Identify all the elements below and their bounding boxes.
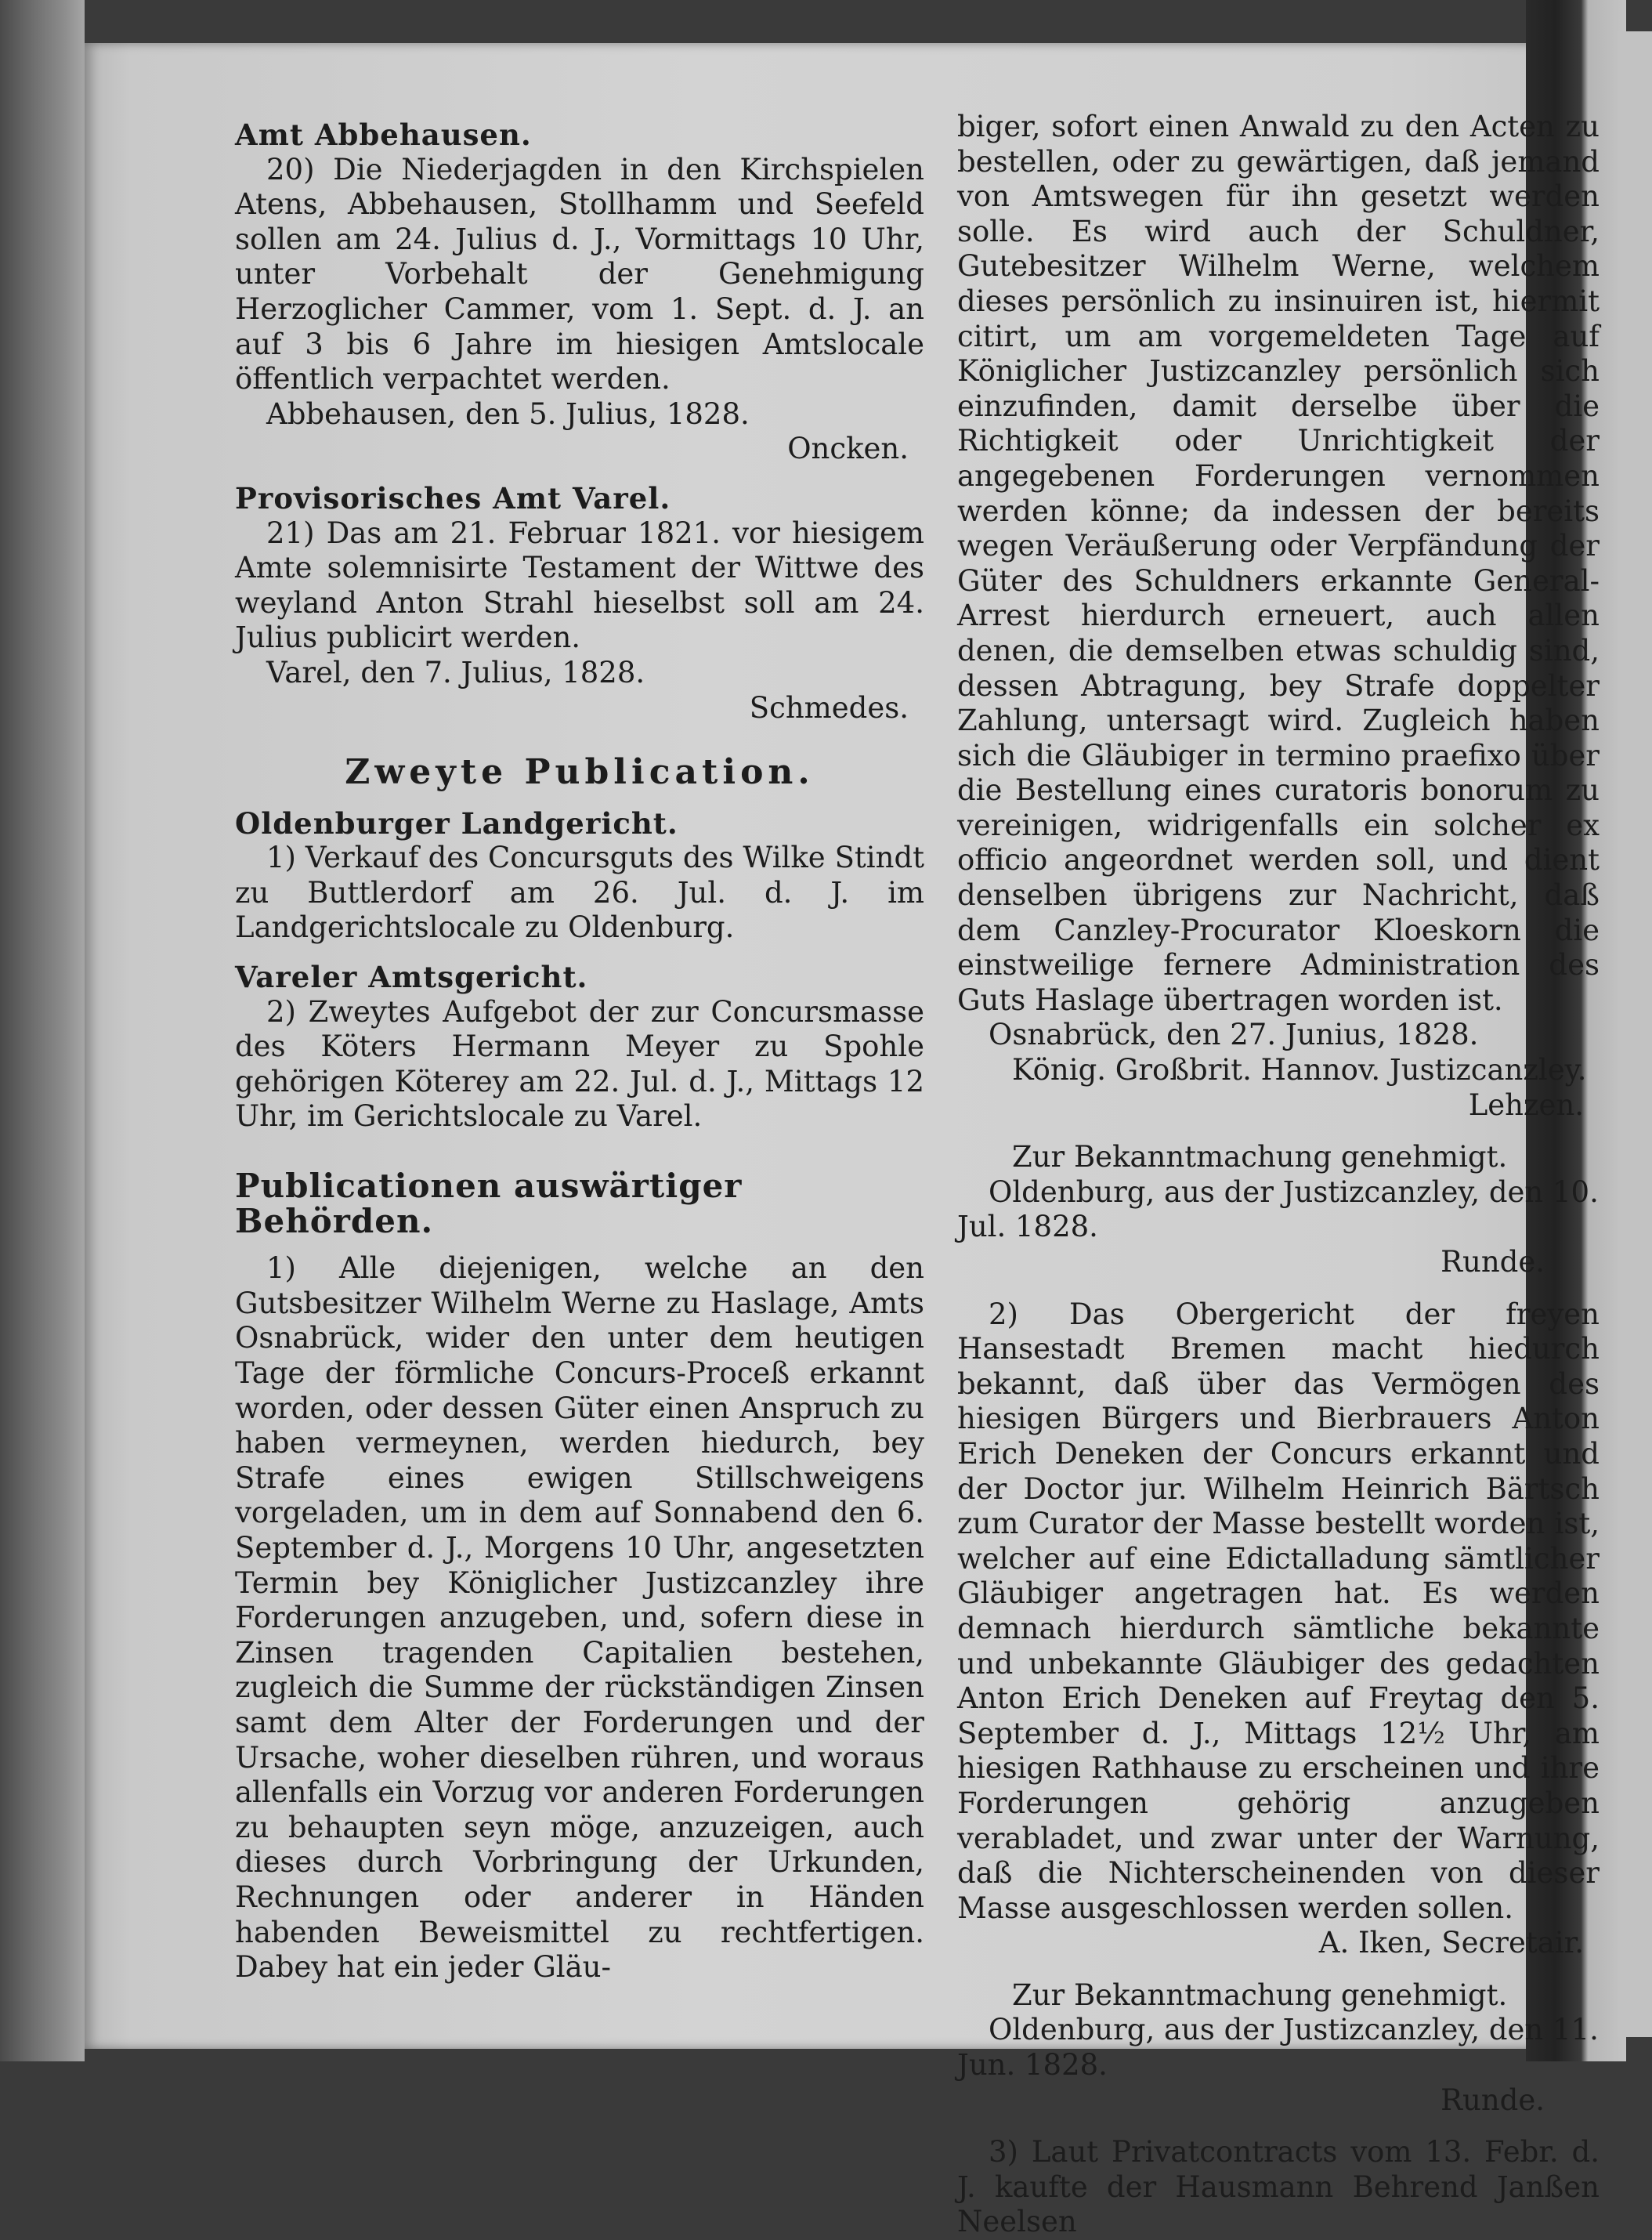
notice-21: 21) Das am 21. Februar 1821. vor hiesigem Amte solemnisirte Testament der Wittwe des weyland Anton Strahl hieselbst soll am 24. Julius publicirt werden. bbox=[235, 516, 924, 655]
signature-lehzen: Lehzen. bbox=[1468, 1087, 1584, 1122]
approval-1: Zur Bekanntmachung genehmigt. bbox=[1012, 1140, 1508, 1174]
signature-runde-1: Runde. bbox=[1441, 1245, 1545, 1279]
dateline-oldenburg-2: Oldenburg, aus der Justizcanzley, den 11. Jun. 1828. bbox=[957, 2013, 1599, 2083]
notice-auswaertig-1: 1) Alle diejenigen, welche an den Gutsbesitzer Wilhelm Werne zu Haslage, Amts Osnabrück, wider den unter dem heutigen Tage der förmliche Concurs-Proceß erkannt worden, oder dessen Güter einen Anspruch zu haben vermeynen, werden hiedurch, bey Strafe eines ewigen Stillschweigens vorgeladen, um in dem auf Sonnabend den 6. September d. J., Morgens 10 Uhr, angesetzten Termin bey Königlicher Justizcanzley ihre Forderungen anzugeben, und, sofern diese in Zinsen tragenden Capitalien bestehen, zugleich die Summe der rückständigen Zinsen samt dem Alter der Forderungen und der Ursache, woher dieselben rühren, und woraus allenfalls ein Vorzug vor anderen Forderungen zu behaupten seyn möge, anzuzeigen, auch dieses durch Vorbringung der Urkunden, Rechnungen oder anderer in Händen habenden Beweismittel zu rechtfertigen. Dabey hat ein jeder Gläu- bbox=[235, 1251, 924, 1985]
approval-2: Zur Bekanntmachung genehmigt. bbox=[1012, 1978, 1508, 2012]
signature-schmedes: Schmedes. bbox=[749, 690, 909, 725]
dateline-varel: Varel, den 7. Julius, 1828. bbox=[266, 655, 645, 689]
scan-left-edge bbox=[0, 0, 85, 2061]
adjacent-page-edge bbox=[1618, 31, 1652, 2037]
signature-runde-2: Runde. bbox=[1441, 2083, 1545, 2117]
heading-amt-varel: Provisorisches Amt Varel. bbox=[235, 480, 671, 516]
dateline-oldenburg-1: Oldenburg, aus der Justizcanzley, den 10. Jul. 1828. bbox=[957, 1174, 1599, 1244]
signature-oncken: Oncken. bbox=[787, 432, 909, 466]
heading-landgericht: Oldenburger Landgericht. bbox=[235, 805, 678, 841]
notice-bremen-2: 2) Das Obergericht der freyen Hansestadt Bremen macht hiedurch bekannt, daß über das Vermögen des hiesigen Bürgers und Bierbrauers Anton Erich Deneken der Concurs erkannt und der Doctor jur. Wilhelm Heinrich Bärtsch zum Curator der Masse bestellt worden ist, welcher auf eine Edictalladung sämtlicher Gläubiger angetragen hat. Es werden demnach hierdurch sämtliche bekannte und unbekannte Gläubiger des gedachten Anton Erich Deneken auf Freytag den 5. September d. J., Mittags 12½ Uhr, am hiesigen Rathhause zu erscheinen und ihre Forderungen gehörig anzugeben verabladet, und zwar unter der Warnung, daß die Nichterscheinenden von dieser Masse ausgeschlossen werden sollen. bbox=[957, 1297, 1600, 1925]
notice-privatcontract-3: 3) Laut Privatcontracts vom 13. Febr. d. J. kaufte der Hausmann Behrend Janßen Neelsen bbox=[957, 2135, 1600, 2239]
right-column bbox=[957, 110, 1600, 2240]
section-title-zweyte-publication: Zweyte Publication. bbox=[345, 752, 815, 793]
heading-amt-abbehausen: Amt Abbehausen. bbox=[235, 118, 532, 152]
dateline-abbehausen: Abbehausen, den 5. Julius, 1828. bbox=[266, 396, 750, 431]
notice-auswaertig-1-continued: biger, sofort einen Anwald zu den Acten zu bestellen, oder zu gewärtigen, daß jemand von Amtswegen für ihn gesetzt werden solle. Es wird auch der Schuldner, Gutebesitzer Wilhelm Werne, welchem dieses persönlich zu insinuiren ist, hiermit citirt, um am vorgemeldeten Tage auf Königlicher Justizcanzley persönlich sich einzufinden, damit derselbe über die Richtigkeit oder Unrichtigkeit der angegebenen Forderungen vernommen werden könne; da indessen der bereits wegen Veräußerung oder Verpfändung der Güter des Schuldners erkannte General-Arrest hierdurch erneuert, auch allen denen, die demselben etwas schuldig sind, dessen Abtragung, bey Strafe doppelter Zahlung, untersagt wird. Zugleich haben sich die Gläubiger in termino praefixo über die Bestellung eines curatoris bonorum zu vereinigen, widrigenfalls ein solcher ex officio angeordnet werden soll, und dient denselben übrigens zur Nachricht, daß dem Canzley-Procurator Kloeskorn die einstweilige fernere Administration des Guts Haslage übertragen worden ist. bbox=[957, 110, 1600, 1017]
dateline-osnabrueck: Osnabrück, den 27. Junius, 1828. bbox=[989, 1018, 1479, 1052]
section-title-auswaertige: Publicationen auswärtiger Behörden. bbox=[235, 1167, 743, 1240]
heading-amtsgericht: Vareler Amtsgericht. bbox=[235, 960, 588, 995]
notice-landgericht-1: 1) Verkauf des Concursguts des Wilke Stindt zu Buttlerdorf am 26. Jul. d. J. im Landgerichtslocale zu Oldenburg. bbox=[235, 841, 924, 945]
signature-iken: A. Iken, Secretair. bbox=[1318, 1926, 1584, 1960]
notice-amtsgericht-2: 2) Zweytes Aufgebot der zur Concursmasse des Köters Hermann Meyer zu Spohle gehörigen Köterey am 22. Jul. d. J., Mittags 12 Uhr, im Gerichtslocale zu Varel. bbox=[235, 994, 924, 1134]
left-column bbox=[235, 118, 924, 1985]
notice-20: 20) Die Niederjagden in den Kirchspielen Atens, Abbehausen, Stollhamm und Seefeld sollen am 24. Julius d. J., Vormittags 10 Uhr, unter Vorbehalt der Genehmigung Herzoglicher Cammer, vom 1. Sept. d. J. an auf 3 bis 6 Jahre im hiesigen Amtslocale öffentlich verpachtet werden. bbox=[235, 152, 924, 396]
authority-justizcanzley: König. Großbrit. Hannov. Justizcanzley. bbox=[1012, 1053, 1587, 1087]
